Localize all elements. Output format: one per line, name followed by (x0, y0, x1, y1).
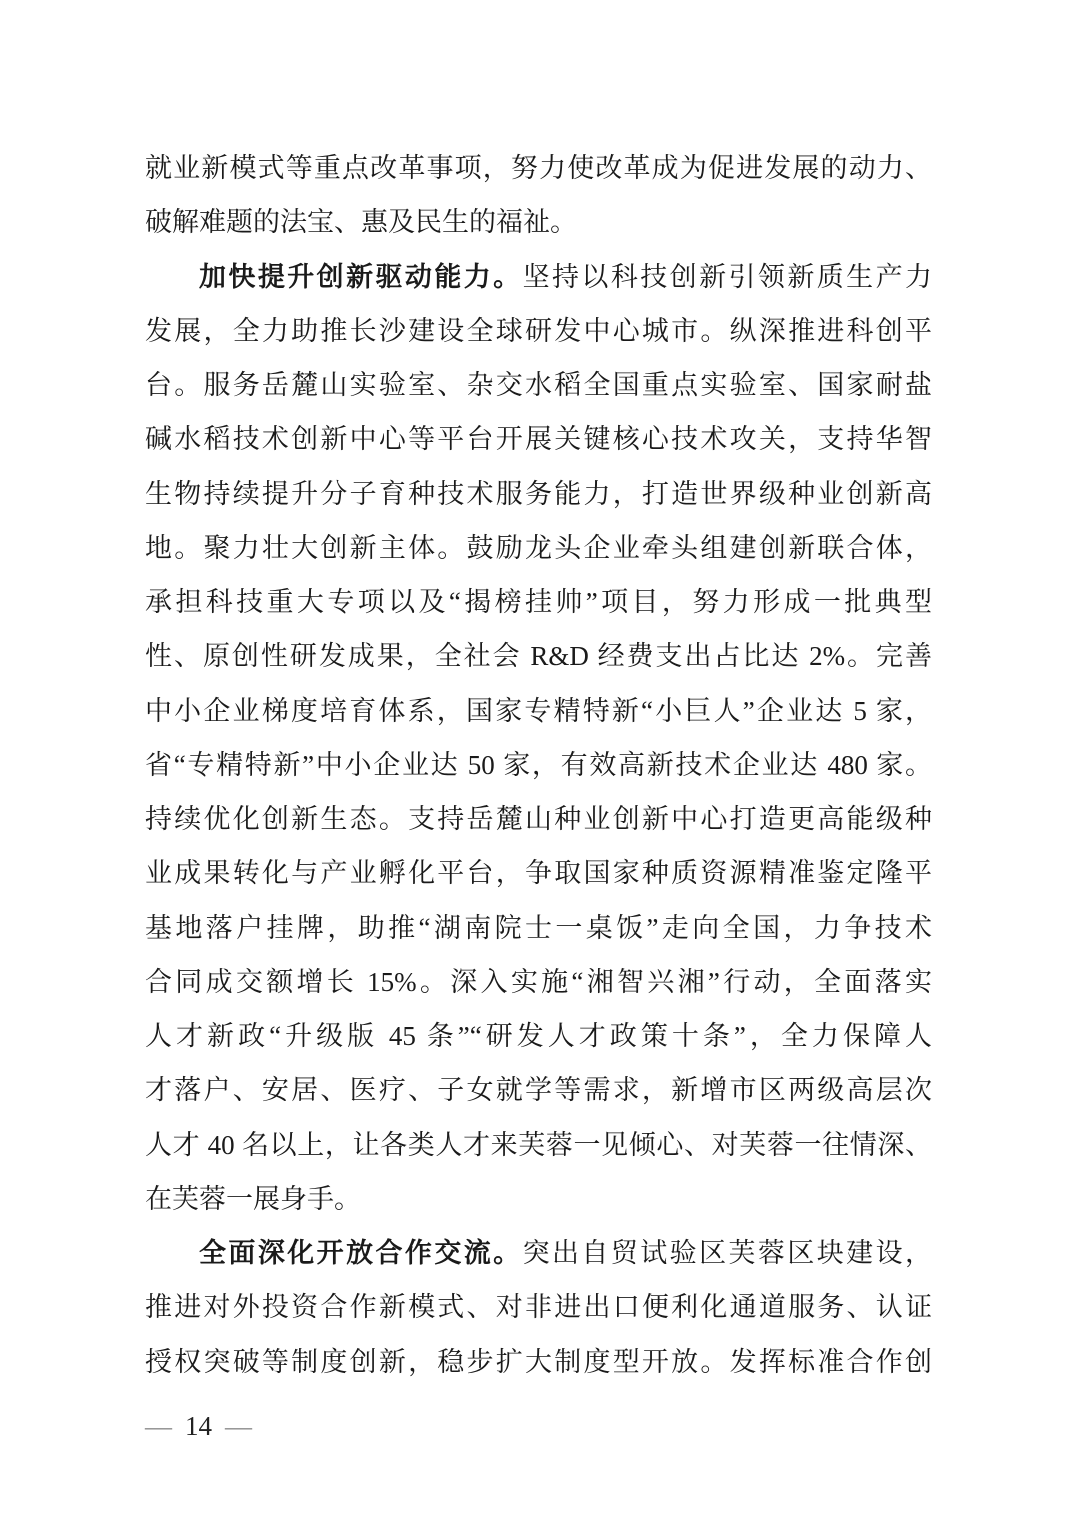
body-text: 合同成交额增长 15%。深入实施“湘智兴湘”行动，全面落实 (145, 966, 932, 997)
body-text: 就业新模式等重点改革事项，努力使改革成为促进发展的动力、 (145, 153, 932, 183)
body-text: 省“专精特新”中小企业达 50 家，有效高新技术企业达 480 家。 (145, 749, 932, 780)
text-line (145, 358, 932, 412)
body-text: 破解难题的法宝、惠及民生的福祉。 (145, 207, 577, 238)
body-text: 地。聚力壮大创新主体。鼓励龙头企业牵头组建创新联合体， (145, 532, 932, 563)
text-line (145, 1118, 932, 1172)
body-text: 在芙蓉一展身手。 (145, 1183, 361, 1214)
text-line (145, 792, 932, 846)
body-text: 坚持以科技创新引领新质生产力 (522, 261, 932, 292)
text-line (145, 304, 932, 358)
text-line (145, 738, 932, 792)
body-text: 突出自贸试验区芙蓉区块建设， (522, 1238, 932, 1268)
body-text: 性、原创性研发成果，全社会 R&D 经费支出占比达 2%。完善 (145, 641, 932, 672)
text-line (145, 250, 932, 304)
text-line (145, 1335, 932, 1389)
body-text: 台。服务岳麓山实验室、杂交水稻全国重点实验室、国家耐盐 (145, 370, 932, 400)
body-text: 发展，全力助推长沙建设全球研发中心城市。纵深推进科创平 (145, 315, 932, 346)
text-line (145, 901, 932, 955)
body-text: 生物持续提升分子育种技术服务能力，打造世界级种业创新高 (145, 478, 932, 509)
body-text: 持续优化创新生态。支持岳麓山种业创新中心打造更高能级种 (145, 804, 932, 834)
text-line (145, 412, 932, 466)
paragraph-lead-bold: 全面深化开放合作交流。 (199, 1238, 523, 1268)
text-line (145, 1226, 932, 1280)
text-line (145, 575, 932, 629)
body-text: 业成果转化与产业孵化平台，争取国家种质资源精准鉴定隆平 (145, 858, 932, 889)
body-text: 承担科技重大专项以及“揭榜挂帅”项目，努力形成一批典型 (145, 587, 932, 617)
paragraph-lead-bold: 加快提升创新驱动能力。 (199, 261, 523, 292)
body-text: 碱水稻技术创新中心等平台开展关键核心技术攻关，支持华智 (145, 424, 932, 455)
text-line (145, 846, 932, 900)
text-line (145, 1009, 932, 1063)
page-number-value: 14 (185, 1411, 212, 1441)
body-text: 基地落户挂牌，助推“湖南院士一桌饭”走向全国，力争技术 (145, 912, 932, 943)
body-text: 中小企业梯度培育体系，国家专精特新“小巨人”企业达 5 家， (145, 695, 932, 726)
text-line (145, 1172, 932, 1226)
text-line (145, 684, 932, 738)
text-line (145, 141, 932, 195)
page-number-right-dash: — (225, 1411, 252, 1441)
page-number (145, 1405, 252, 1447)
text-line (145, 195, 932, 249)
text-line (145, 629, 932, 683)
text-block (145, 141, 932, 1389)
body-text: 人才 40 名以上，让各类人才来芙蓉一见倾心、对芙蓉一往情深、 (145, 1129, 932, 1160)
page-number-left-dash: — (145, 1411, 172, 1441)
body-text: 人才新政“升级版 45 条”“研发人才政策十条”，全力保障人 (145, 1021, 932, 1051)
text-line (145, 467, 932, 521)
text-line (145, 1280, 932, 1334)
text-line (145, 955, 932, 1009)
text-line (145, 521, 932, 575)
body-text: 才落户、安居、医疗、子女就学等需求，新增市区两级高层次 (145, 1075, 932, 1106)
body-text: 推进对外投资合作新模式、对非进出口便利化通道服务、认证 (145, 1292, 932, 1323)
text-line (145, 1063, 932, 1117)
body-text: 授权突破等制度创新，稳步扩大制度型开放。发挥标准合作创 (145, 1346, 932, 1377)
